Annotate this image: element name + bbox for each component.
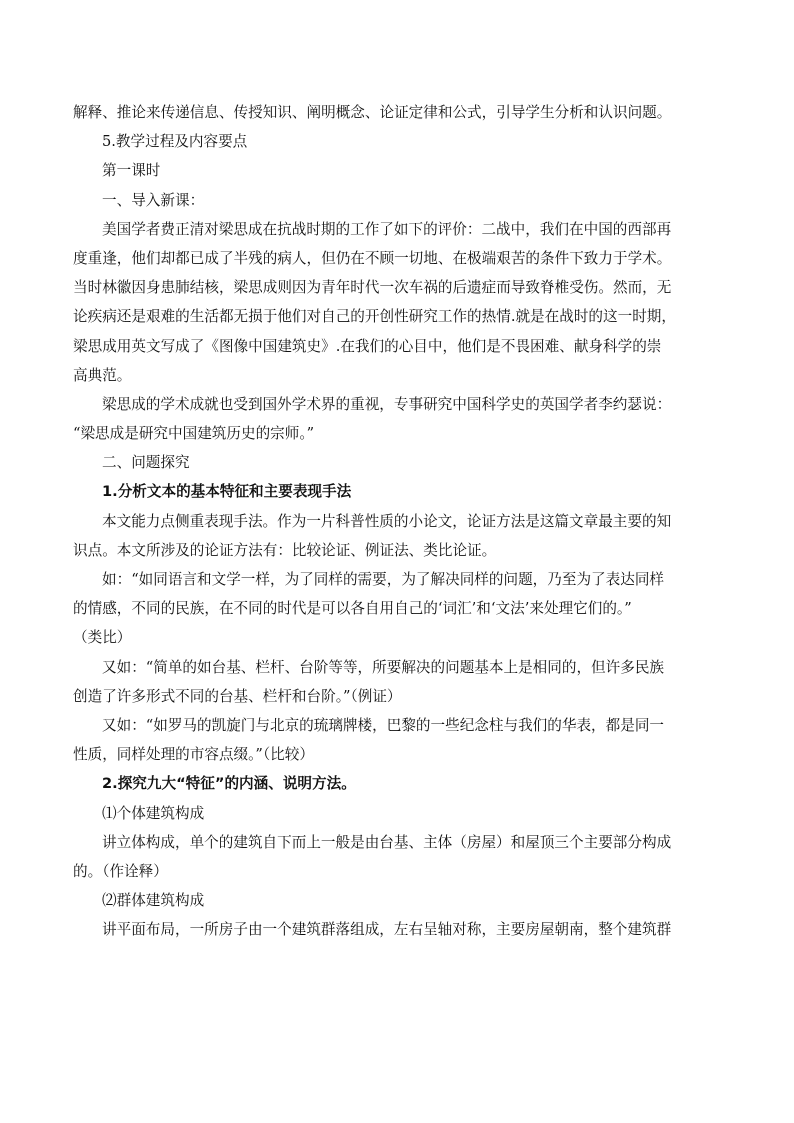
subheading-analysis: 1.分析文本的基本特征和主要表现手法 — [102, 483, 352, 501]
section-heading-problem-inquiry: 二、问题探究 — [102, 454, 190, 472]
text-line: 创造了许多形式不同的台基、栏杆和台阶。”（例证） — [73, 687, 402, 705]
text-line: 讲立体构成，单个的建筑自下而上一般是由台基、主体（房屋）和屋顶三个主要部分构成 — [102, 833, 672, 851]
lesson-heading: 第一课时 — [102, 162, 161, 180]
document-page — [73, 98, 723, 944]
text-line: 度重逢，他们却都已成了半残的病人，但仍在不顾一切地、在极端艰苦的条件下致力于学术。 — [73, 249, 672, 267]
text-line: 梁思成用英文写成了《图像中国建筑史》.在我们的心目中，他们是不畏困难、献身科学的崇 — [73, 337, 662, 355]
text-line: 本文能力点侧重表现手法。作为一片科普性质的小论文，论证方法是这篇文章最主要的知 — [102, 512, 672, 530]
text-line: 的情感，不同的民族，在不同的时代是可以各自用自己的‘词汇’和‘文法’来处理它们的。” — [73, 600, 632, 618]
text-line: 讲平面布局，一所房子由一个建筑群落组成，左右呈轴对称，主要房屋朝南，整个建筑群 — [102, 921, 672, 939]
text-line: 梁思成的学术成就也受到国外学术界的重视，专事研究中国科学史的英国学者李约瑟说： — [102, 395, 672, 413]
text-line: 解释、推论来传递信息、传授知识、阐明概念、论证定律和公式，引导学生分析和认识问题。 — [73, 104, 672, 121]
list-item-individual-building: ⑴个体建筑构成 — [102, 804, 205, 822]
list-item-group-building: ⑵群体建筑构成 — [102, 892, 205, 910]
text-line: 又如：“如罗马的凯旋门与北京的琉璃牌楼，巴黎的一些纪念柱与我们的华表，都是同一 — [102, 716, 665, 734]
text-line: “梁思成是研究中国建筑历史的宗师。” — [73, 425, 315, 443]
section-heading-introduction: 一、导入新课： — [102, 191, 205, 209]
text-line: （类比） — [73, 629, 132, 647]
text-line: 高典范。 — [73, 366, 132, 384]
text-line: 又如：“简单的如台基、栏杆、台阶等等，所要解决的问题基本上是相同的，但许多民族 — [102, 658, 665, 676]
text-line: 美国学者费正清对梁思成在抗战时期的工作了如下的评价：二战中，我们在中国的西部再 — [102, 220, 672, 238]
section-heading-teaching-process: 5.教学过程及内容要点 — [102, 133, 248, 151]
text-line: 的。（作诠释） — [73, 862, 168, 880]
text-line: 论疾病还是艰难的生活都无损于他们对自己的开创性研究工作的热情.就是在战时的这一时期， — [73, 308, 676, 326]
text-line: 如：“如同语言和文学一样，为了同样的需要，为了解决同样的问题，乃至为了表达同样 — [102, 571, 665, 588]
text-line: 性质，同样处理的市容点缀。”（比较） — [73, 746, 314, 764]
subheading-nine-features: 2.探究九大“特征”的内涵、说明方法。 — [102, 775, 356, 793]
text-line: 识点。本文所涉及的论证方法有：比较论证、例证法、类比论证。 — [73, 541, 497, 559]
text-line: 当时林徽因身患肺结核，梁思成则因为青年时代一次车祸的后遗症而导致脊椎受伤。然而，无 — [73, 279, 672, 297]
